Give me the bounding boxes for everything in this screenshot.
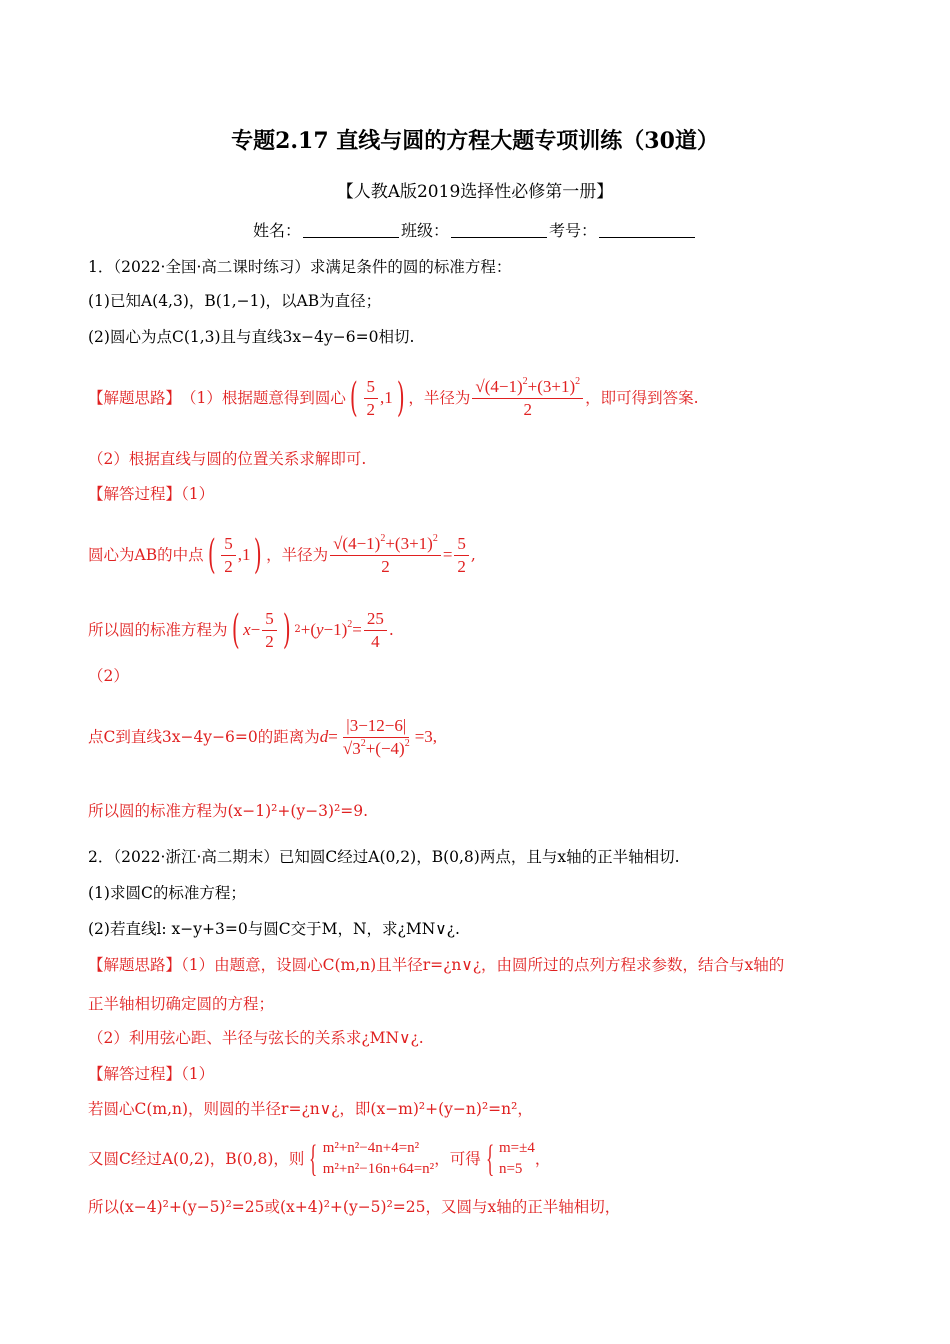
q2-part1: (1)求圆C的标准方程；	[88, 884, 246, 902]
q2-sol2-text-b: ，可得	[434, 1150, 481, 1168]
q2-proc-label: 【解答过程】	[88, 1065, 182, 1083]
name-label: 姓名：	[252, 221, 301, 240]
q2-sys2-row2: n=5	[498, 1161, 523, 1177]
q1-sol1-text-b: ，半径为	[266, 546, 329, 564]
exam-label: 考号：	[549, 221, 598, 240]
q1-idea2: （2）根据直线与圆的位置关系求解即可.	[88, 450, 367, 468]
q1-part2: (2)圆心为点C(1,3)且与直线3x−4y−6=0相切.	[88, 328, 415, 346]
q1-proc2: （2）	[88, 667, 129, 685]
page-title: 专题2.17 直线与圆的方程大题专项训练（30道）	[231, 128, 719, 154]
q1-sol1-text-a: 圆心为AB的中点	[88, 546, 204, 564]
q2-stem: 2．（2022·浙江·高二期末）已知圆C经过A(0,2)，B(0,8)两点，且与x轴的正半轴相切.	[88, 848, 680, 866]
q1-idea-label: 【解题思路】	[88, 389, 182, 407]
q2-idea1	[88, 954, 784, 976]
q1-idea1: 【解题思路】 （1）根据题意得到圆心 ( $\frac{5}{2}$ ,1 ) ，半径为 $\frac{√(4-1)^2+(3+1)^2}{2}$ ，即可得到答案.	[88, 375, 699, 421]
q1-sol1: 圆心为AB的中点 ( $\frac{5}{2}$ ,1 ) ，半径为 $\frac{√(4-1)^2+(3+1)^2}{2}$ = $\frac{5}{2}$ ,	[88, 532, 476, 578]
q1-idea1-text-c: ，即可得到答案.	[585, 389, 699, 407]
q2-idea2: （2）利用弦心距、半径与弦长的关系求¿MN∨¿.	[88, 1029, 424, 1047]
q1-sol2-text-a: 所以圆的标准方程为	[88, 621, 228, 639]
q1-proc-label: 【解答过程】	[88, 485, 182, 503]
q2-sys1-row2: m²+n²−16n+64=n²	[322, 1161, 435, 1177]
class-blank[interactable]	[451, 223, 547, 238]
q1-part1: (1)已知A(4,3)，B(1,−1)，以AB为直径；	[88, 292, 382, 310]
q1-sol3-text-a: 点C到直线3x−4y−6=0的距离为	[88, 728, 320, 746]
q2-sol3: 所以(x−4)²+(y−5)²=25或(x+4)²+(y−5)²=25，又圆与x轴的正半轴相切，	[88, 1198, 621, 1216]
q1-idea1-text-a: （1）根据题意得到圆心	[181, 389, 346, 407]
q1-proc-header	[88, 483, 214, 505]
q2-system-2: { m=±4 n=5	[485, 1138, 535, 1180]
q2-proc-header	[88, 1063, 214, 1085]
q1-sol4: 所以圆的标准方程为(x−1)²+(y−3)²=9.	[88, 802, 369, 820]
q2-part2: (2)若直线l: x−y+3=0与圆C交于M，N，求¿MN∨¿.	[88, 920, 460, 938]
q1-sol3: 点C到直线3x−4y−6=0的距离为 d = $\frac{|3-12-6|}{√3^2+(-4)^2}$ =3,	[88, 715, 438, 758]
q2-proc1: （1）	[181, 1065, 215, 1083]
q2-idea1-text: （1）由题意，设圆心C(m,n)且半径r=¿n∨¿，由圆所过的点列方程求参数，结合与x轴的	[181, 956, 785, 974]
q2-sol1: 若圆心C(m,n)，则圆的半径r=¿n∨¿，即(x−m)²+(y−n)²=n²，	[88, 1100, 533, 1118]
q2-idea1-cont: 正半轴相切确定圆的方程；	[88, 995, 275, 1013]
q2-sol2-text-a: 又圆C经过A(0,2)，B(0,8)，则	[88, 1150, 305, 1168]
q1-stem: 1．（2022·全国·高二课时练习）求满足条件的圆的标准方程：	[88, 258, 512, 276]
name-blank[interactable]	[303, 223, 399, 238]
q1-sol2: 所以圆的标准方程为 ( x − $\frac{5}{2}$ ) 2 $+(y-1)^2=$ $\frac{25}{4}$ .	[88, 607, 394, 653]
class-label: 班级：	[400, 221, 449, 240]
q1-idea1-text-b: ，半径为	[408, 389, 471, 407]
student-info-row	[0, 218, 950, 241]
exam-blank[interactable]	[599, 223, 695, 238]
q2-sys2-row1: m=±4	[498, 1140, 535, 1156]
q2-sol2: 又圆C经过A(0,2)，B(0,8)，则 { m²+n²−4n+4=n² m²+n²−16n+64=n² ，可得 { m=±4 n=5 ，	[88, 1138, 551, 1180]
q1-proc1: （1）	[181, 485, 215, 503]
q2-sys1-row1: m²+n²−4n+4=n²	[322, 1140, 420, 1156]
q2-system-1: { m²+n²−4n+4=n² m²+n²−16n+64=n²	[309, 1138, 435, 1180]
page-subtitle: 【人教A版2019选择性必修第一册】	[336, 182, 614, 202]
q2-idea-label: 【解题思路】	[88, 956, 182, 974]
